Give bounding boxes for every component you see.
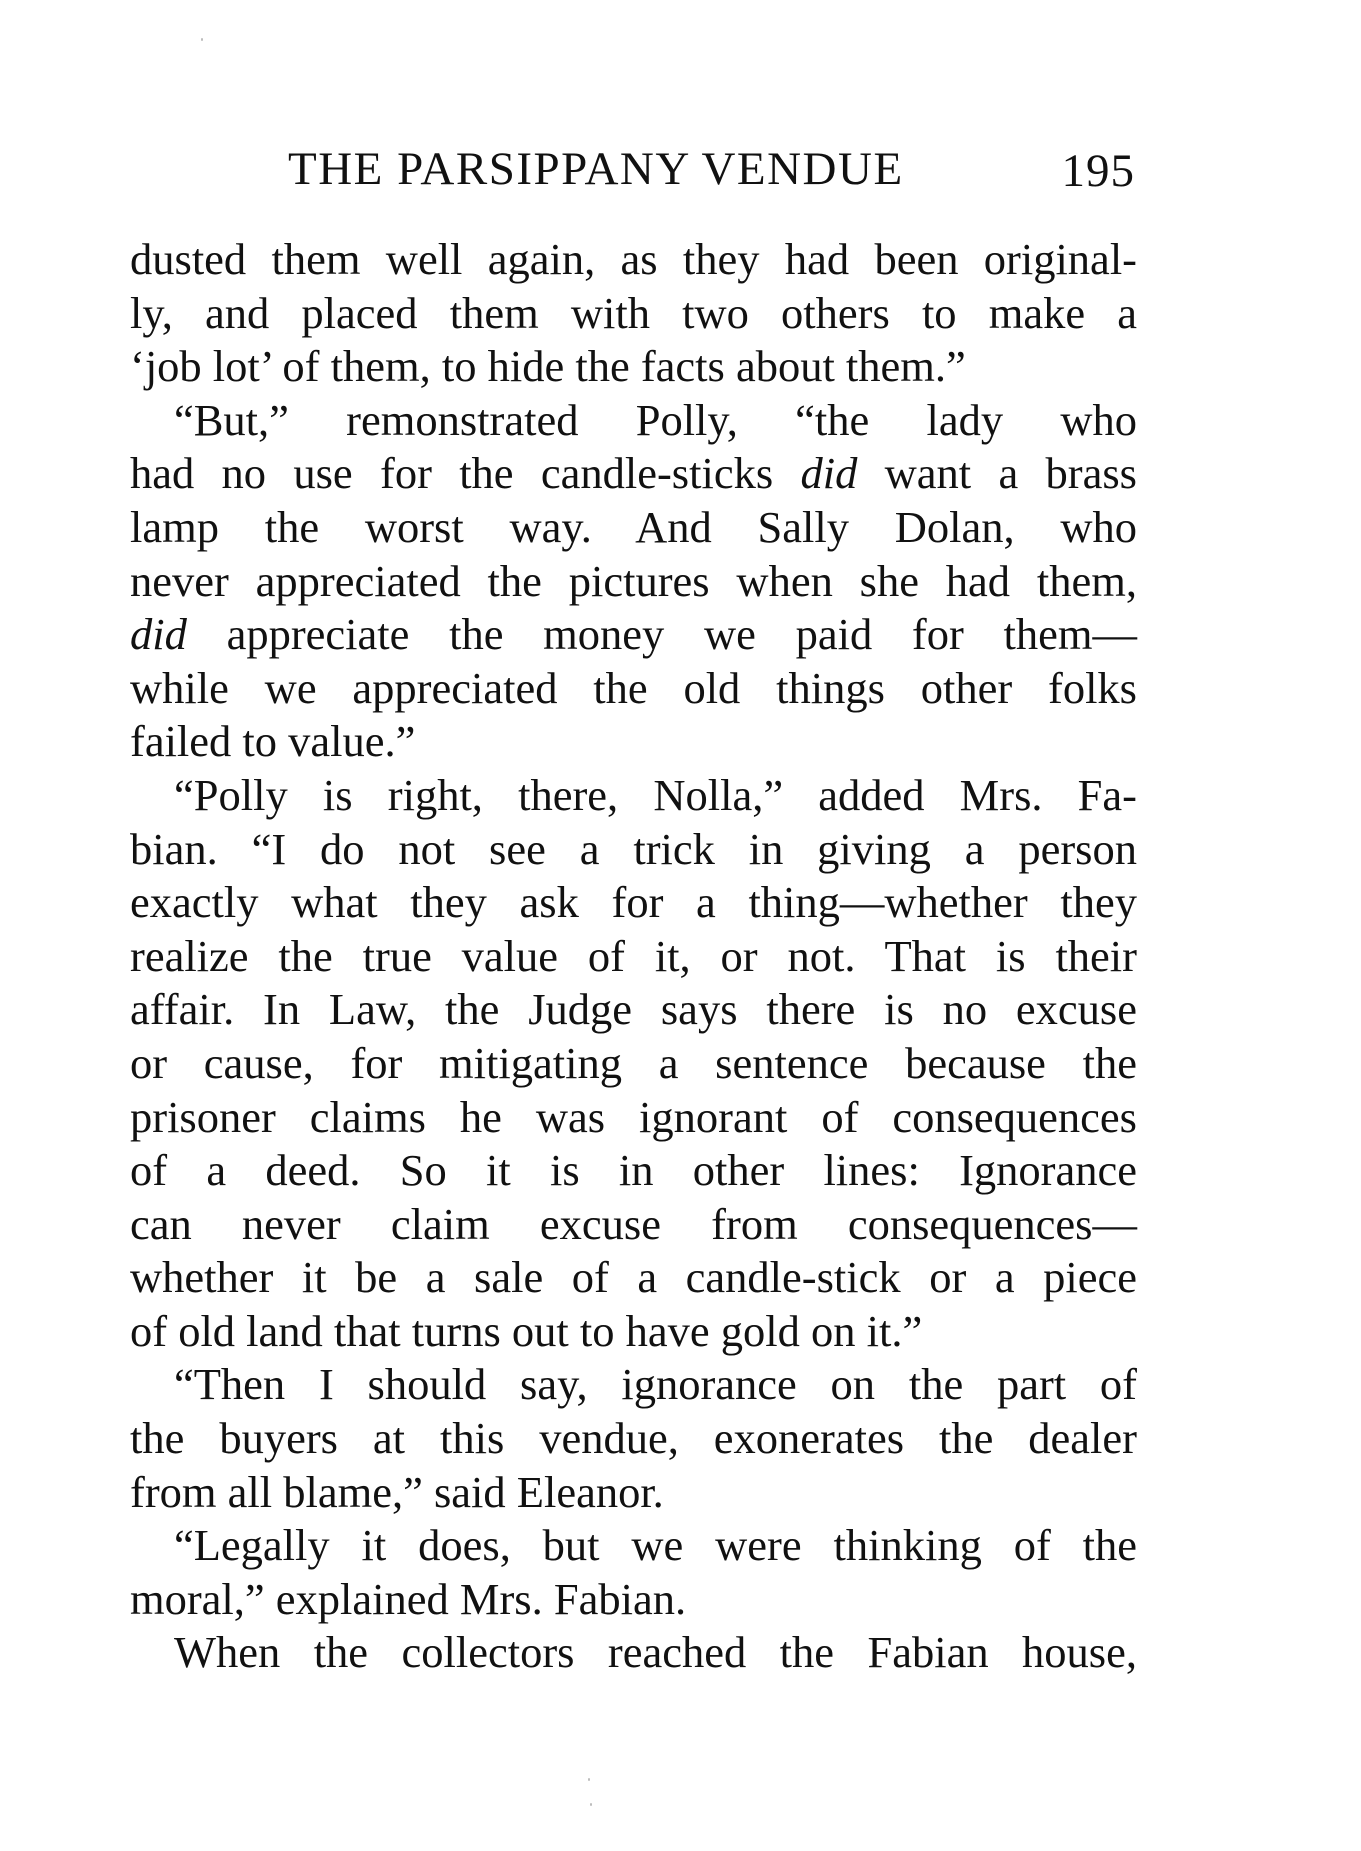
- speck: [201, 38, 203, 41]
- text-line: whether it be a sale of a candle-stick or a piece: [130, 1252, 1137, 1303]
- text-line: of a deed. So it is in other lines: Ignorance: [130, 1145, 1137, 1196]
- text-line: or cause, for mitigating a sentence because the: [130, 1037, 1137, 1088]
- text-line: “Legally it does, but we were thinking of the: [174, 1520, 1137, 1571]
- text-line: can never claim excuse from consequences—: [130, 1198, 1137, 1249]
- text-line: “Then I should say, ignorance on the part of: [174, 1359, 1137, 1410]
- page-header: [133, 142, 1135, 212]
- text-line: affair. In Law, the Judge says there is no excuse: [130, 984, 1137, 1035]
- text-line: never appreciated the pictures when she had them,: [130, 555, 1137, 606]
- text-line: prisoner claims he was ignorant of consequences: [130, 1091, 1137, 1142]
- text-line: “But,” remonstrated Polly, “the lady who: [174, 394, 1137, 445]
- speck: [590, 1803, 592, 1806]
- text-line: dusted them well again, as they had been original-: [130, 234, 1137, 284]
- speck: [588, 1778, 590, 1781]
- text-line: bian. “I do not see a trick in giving a person: [130, 823, 1137, 874]
- text-line: the buyers at this vendue, exonerates the dealer: [130, 1413, 1137, 1464]
- text-line: failed to value.”: [130, 716, 416, 767]
- text-line: did appreciate the money we paid for them—: [130, 609, 1137, 660]
- running-title: THE PARSIPPANY VENDUE: [288, 143, 904, 195]
- text-line: ly, and placed them with two others to make a: [130, 287, 1137, 338]
- text-line: When the collectors reached the Fabian house,: [174, 1627, 1137, 1678]
- text-line: “Polly is right, there, Nolla,” added Mrs. Fa-: [174, 769, 1137, 820]
- text-line: had no use for the candle-sticks did want a brass: [130, 448, 1137, 499]
- text-line: realize the true value of it, or not. That is their: [130, 930, 1137, 981]
- body-text: [130, 233, 1137, 1680]
- text-line: lamp the worst way. And Sally Dolan, who: [130, 501, 1137, 552]
- text-line: of old land that turns out to have gold on it.”: [130, 1305, 923, 1356]
- text-line: exactly what they ask for a thing—whether they: [130, 877, 1137, 928]
- text-line: from all blame,” said Eleanor.: [130, 1466, 664, 1517]
- text-line: ‘job lot’ of them, to hide the facts about them.”: [130, 341, 966, 392]
- page-number: 195: [1061, 145, 1135, 197]
- text-line: while we appreciated the old things other folks: [130, 662, 1137, 713]
- text-line: moral,” explained Mrs. Fabian.: [130, 1573, 687, 1624]
